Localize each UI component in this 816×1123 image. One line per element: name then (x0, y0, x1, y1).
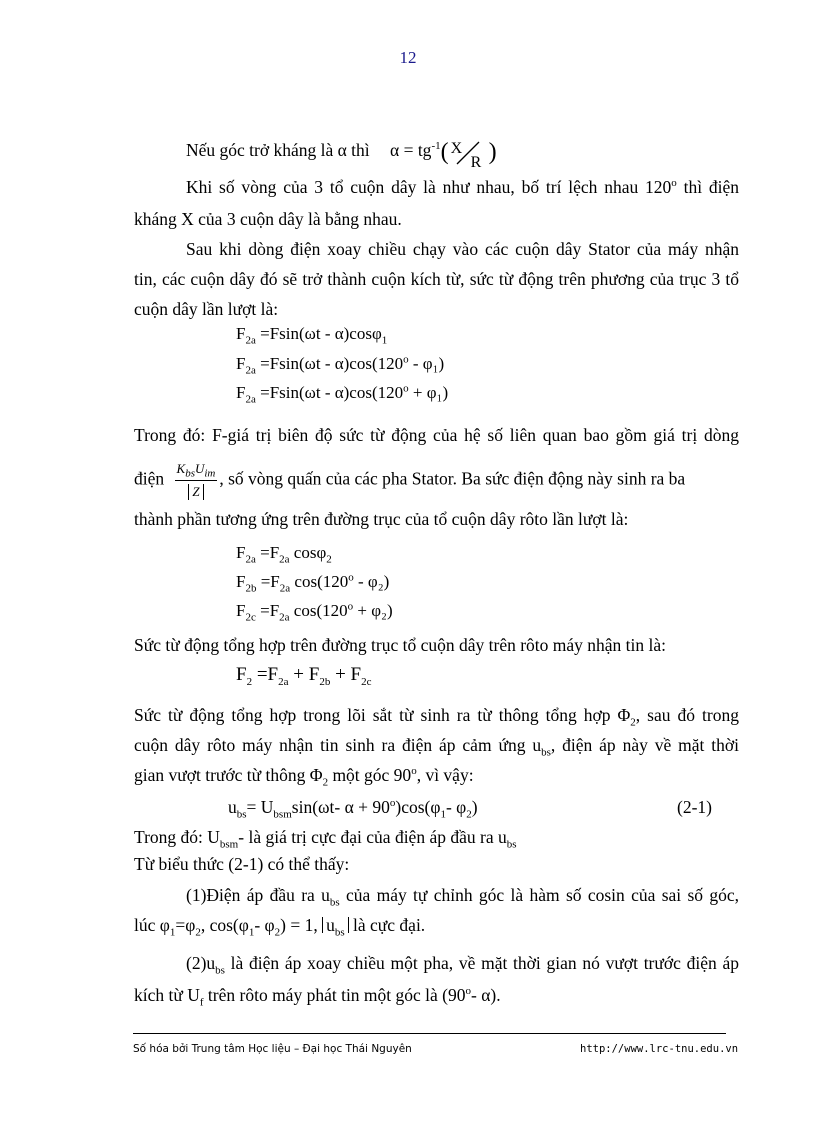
page-number: 12 (399, 48, 417, 67)
equation-f2c-prime: $F_{2c} =F_{2a}$ $\cos(120^o + \varphi_2)$ (236, 600, 393, 624)
p8-line2: kích từ $U_f$ trên rôto máy phát tin một góc là (90$^o$- α). (134, 985, 501, 1009)
x-over-r: X R (450, 140, 482, 171)
intro-line (186, 139, 497, 171)
p3-line2: điện $\frac{K_{bs}U_{im}}{Z}$ , số vòng quấn của các pha Stator. Ba sức điện động này sinh ra ba (134, 458, 739, 503)
p3-line3: thành phần tương ứng trên đường trục của tổ cuộn dây rôto lần lượt là: (134, 509, 629, 529)
p7-line2: lúc $\varphi_1=\varphi_2$, $\cos(\varphi_1-$ $\varphi_2) = 1$, $u_{bs}$ là cực đại. (134, 915, 426, 939)
p8-line1: $(2)u_{bs}$ là điện áp xoay chiều một pha, về mặt thời gian nó vượt trước điện áp (186, 953, 739, 977)
p4-line1: Sức từ động tổng hợp trên đường trục tổ cuộn dây trên rôto máy nhận tin là: (134, 635, 667, 655)
p5-line1: Sức từ động tổng hợp trong lõi sắt từ sinh ra từ thông tổng hợp $\Phi_2$, sau đó trong (134, 705, 739, 729)
p1-line1: Khi số vòng của 3 tổ cuộn dây là như nhau, bố trí lệch nhau 120$^o$ thì điện (186, 177, 739, 197)
p6-line2: Từ biểu thức (2-1) có thể thấy: (134, 854, 350, 874)
p2-line2: tin, các cuộn dây đó sẽ trở thành cuộn kích từ, sức từ động trên phương của trục 3 tổ (134, 269, 739, 289)
equation-f2a-2: $F_{2a} =Fsin(\omega t - \alpha)\cos(120^o - \varphi_1)$ (236, 353, 445, 377)
p3-line1: Trong đó: F-giá trị biên độ sức từ động của hệ số liên quan bao gồm giá trị dòng (134, 425, 739, 445)
p5-line3: gian vượt trước từ thông $\Phi_2$ một góc 90$^o$, vì vậy: (134, 765, 474, 789)
ubs-abs: $u_{bs}$ (322, 917, 349, 933)
p1-line2: kháng X của 3 cuộn dây là bằng nhau. (134, 209, 402, 229)
equation-f2a-prime: $F_{2a} =F_{2a}$ cosφ$_2$ (236, 543, 332, 566)
footer-url[interactable]: http://www.lrc-tnu.edu.vn (580, 1043, 739, 1055)
equation-f2a-3: $F_{2a} =Fsin(\omega t - \alpha)\cos(120^o + \varphi_1)$ (236, 382, 449, 406)
p7-line1: (1)Điện áp đầu ra $u_{bs}$ của máy tự chỉnh góc là hàm số cosin của sai số góc, (186, 885, 740, 909)
alpha-formula: $\alpha = tg^{-1}$( X R ) (390, 139, 497, 171)
equation-f2a-1: $F_{2a} =Fsin(\omega t - \alpha)\cos\varphi_1$ (236, 324, 388, 347)
p6-line1: Trong đó: $U_{bsm}-$ là giá trị cực đại của điện áp đầu ra $u_{bs}$ (134, 827, 517, 851)
p2-line1: Sau khi dòng điện xoay chiều chạy vào các cuộn dây Stator của máy nhận (186, 239, 739, 259)
equation-total: $F_2 =F_{2a} + F_{2b} + F_{2c}$ (236, 664, 372, 688)
p5-line2: cuộn dây rôto máy nhận tin sinh ra điện áp cảm ứng $u_{bs}$, điện áp này về mặt thời (134, 735, 739, 759)
intro-text: Nếu góc trở kháng là α thì (186, 140, 370, 160)
kbs-uim-over-z: $\frac{K_{bs}U_{im}}{Z}$ (175, 458, 218, 503)
p2-line3: cuộn dây lần lượt là: (134, 299, 279, 319)
equation-f2b-prime: $F_{2b} =F_{2a}$ cos(120$^o$ - φ₂) (236, 571, 390, 595)
footer-source: Số hóa bởi Trung tâm Học liệu – Đại học Thái Nguyên (133, 1043, 412, 1055)
footer-divider (133, 1033, 726, 1034)
equation-2-1: $u_{bs}= U_{bsm}\sin(\omega t-$ $\alpha + 90^o)\cos(\varphi_1-$ $\varphi_2$) (228, 797, 478, 821)
equation-label: (2-1) (677, 797, 712, 817)
